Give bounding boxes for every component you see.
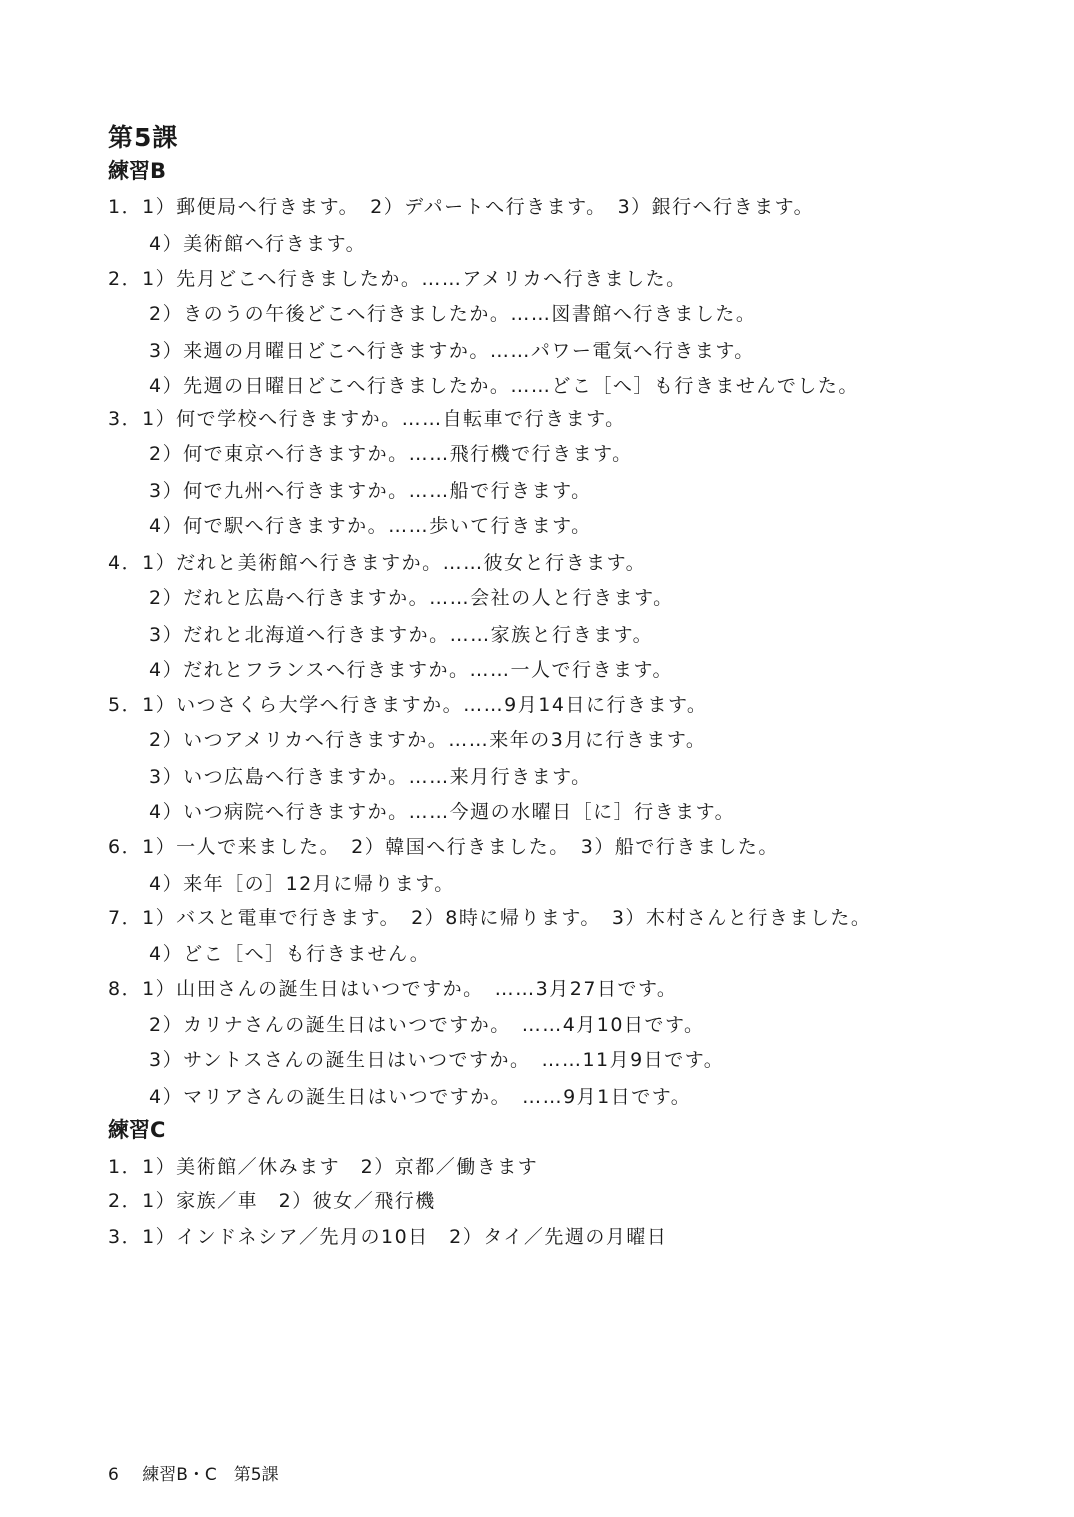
practice-b-line: 7．1）バスと電車で行きます。 2）8時に帰ります。 3）木村さんと行きました。 bbox=[108, 907, 872, 929]
practice-b-line: 4．1）だれと美術館へ行きますか。……彼女と行きます。 bbox=[108, 552, 647, 574]
page-number: 6 bbox=[108, 1465, 119, 1485]
lesson-title bbox=[108, 118, 178, 154]
practice-b-line: 2）きのうの午後どこへ行きましたか。……図書館へ行きました。 bbox=[108, 303, 757, 325]
practice-b-line: 4）美術館へ行きます。 bbox=[108, 233, 367, 255]
section-b-label: 練習B bbox=[108, 159, 167, 183]
practice-b-line: 2）いつアメリカへ行きますか。……来年の3月に行きます。 bbox=[108, 729, 707, 751]
lesson-title-text: 第5課 bbox=[108, 123, 179, 152]
practice-b-line: 4）いつ病院へ行きますか。……今週の水曜日［に］行きます。 bbox=[108, 801, 736, 823]
practice-b-line: 5．1）いつさくら大学へ行きますか。……9月14日に行きます。 bbox=[108, 694, 708, 716]
practice-b-line: 3）だれと北海道へ行きますか。……家族と行きます。 bbox=[108, 624, 654, 646]
practice-b-line: 4）だれとフランスへ行きますか。……一人で行きます。 bbox=[108, 659, 673, 681]
section-c-heading bbox=[108, 1114, 165, 1144]
practice-b-line: 3．1）何で学校へ行きますか。……自転車で行きます。 bbox=[108, 408, 626, 430]
practice-b-line: 3）いつ広島へ行きますか。……来月行きます。 bbox=[108, 766, 592, 788]
practice-b-line: 4）先週の日曜日どこへ行きましたか。……どこ［へ］も行きませんでした。 bbox=[108, 375, 859, 397]
section-c-label: 練習C bbox=[108, 1118, 166, 1142]
practice-b-line: 4）何で駅へ行きますか。……歩いて行きます。 bbox=[108, 515, 592, 537]
practice-b-line: 1．1）郵便局へ行きます。 2）デパートへ行きます。 3）銀行へ行きます。 bbox=[108, 196, 815, 218]
practice-b-line: 4）来年［の］12月に帰ります。 bbox=[108, 873, 455, 895]
practice-b-line: 2．1）先月どこへ行きましたか。……アメリカへ行きました。 bbox=[108, 268, 687, 290]
practice-c-line: 2．1）家族／車 2）彼女／飛行機 bbox=[108, 1190, 436, 1212]
practice-b-line: 3）サントスさんの誕生日はいつですか。 ……11月9日です。 bbox=[108, 1049, 725, 1071]
practice-b-line: 3）来週の月曜日どこへ行きますか。……パワー電気へ行きます。 bbox=[108, 340, 755, 362]
practice-b-line: 2）カリナさんの誕生日はいつですか。 ……4月10日です。 bbox=[108, 1014, 705, 1036]
practice-b-line: 2）何で東京へ行きますか。……飛行機で行きます。 bbox=[108, 443, 633, 465]
section-b-heading bbox=[108, 155, 166, 185]
practice-b-line: 6．1）一人で来ました。 2）韓国へ行きました。 3）船で行きました。 bbox=[108, 836, 779, 858]
practice-b-line: 4）どこ［へ］も行きません。 bbox=[108, 943, 431, 965]
practice-c-line: 3．1）インドネシア／先月の10日 2）タイ／先週の月曜日 bbox=[108, 1226, 668, 1248]
practice-b-line: 2）だれと広島へ行きますか。……会社の人と行きます。 bbox=[108, 587, 674, 609]
practice-b-line: 3）何で九州へ行きますか。……船で行きます。 bbox=[108, 480, 592, 502]
page-footer bbox=[108, 1460, 297, 1485]
practice-b-line: 4）マリアさんの誕生日はいつですか。 ……9月1日です。 bbox=[108, 1086, 692, 1108]
practice-c-line: 1．1）美術館／休みます 2）京都／働きます bbox=[108, 1156, 539, 1178]
footer-text: 練習B・C 第5課 bbox=[142, 1465, 279, 1485]
practice-b-line: 8．1）山田さんの誕生日はいつですか。 ……3月27日です。 bbox=[108, 978, 678, 1000]
